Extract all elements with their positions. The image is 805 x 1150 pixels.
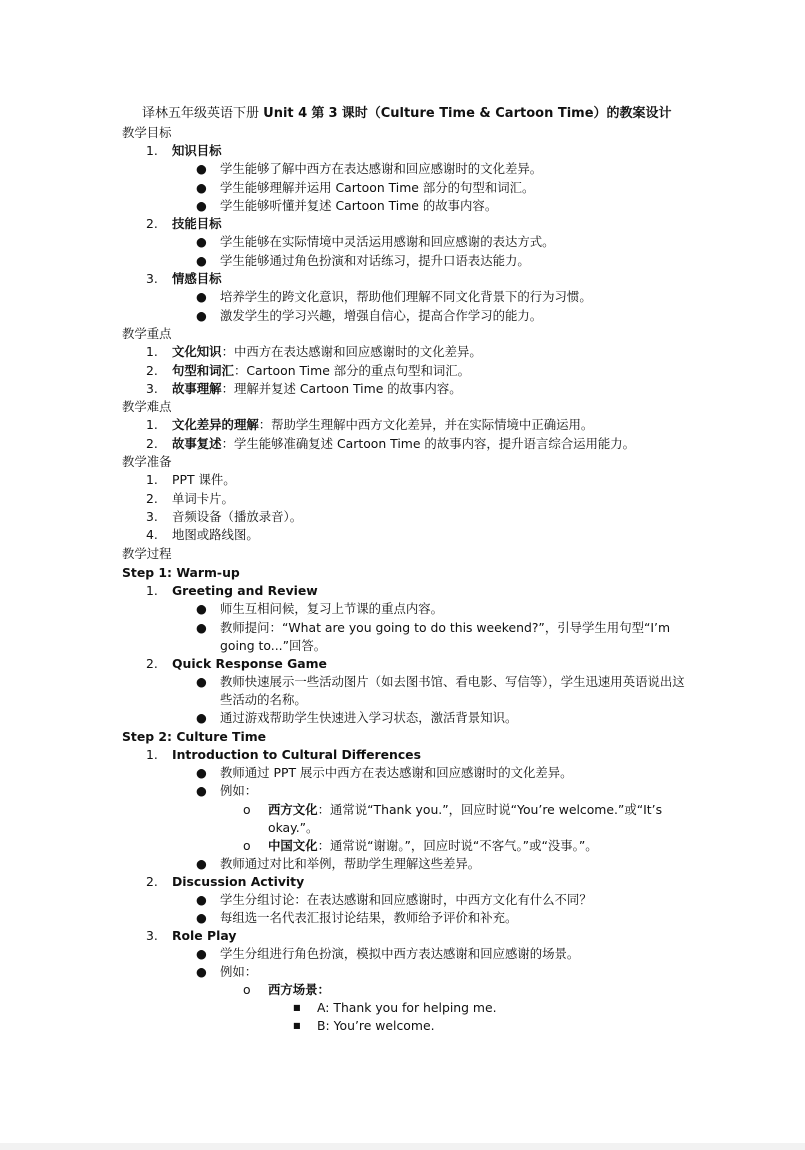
list-item: 教师通过 PPT 展示中西方在表达感谢和回应感谢时的文化差异。 [220, 765, 573, 780]
bullet: ● [196, 946, 207, 961]
list-number: 1. [146, 747, 158, 762]
list-item: 学生能够在实际情境中灵活运用感谢和回应感谢的表达方式。 [220, 234, 555, 249]
list-item: 句型和词汇：Cartoon Time 部分的重点句型和词汇。 [172, 363, 471, 378]
list-number: 1. [146, 472, 158, 487]
bullet: ● [196, 601, 207, 616]
section-heading-procedure: 教学过程 [122, 546, 172, 561]
bullet: ● [196, 620, 207, 635]
list-number: 2. [146, 216, 158, 231]
document-title: 译林五年级英语下册 Unit 4 第 3 课时（Culture Time & Cartoon Time）的教案设计 [142, 106, 672, 121]
activity-title: Introduction to Cultural Differences [172, 747, 421, 762]
step-2-title: Step 2: Culture Time [122, 729, 267, 744]
list-number: 3. [146, 509, 158, 524]
bullet: ● [196, 289, 207, 304]
bullet: ● [196, 253, 207, 268]
list-item: PPT 课件。 [172, 472, 236, 487]
bullet: ● [196, 674, 207, 689]
list-item: 教师提问：“What are you going to do this weekend?”，引导学生用句型“I’m going to...”回答。 [220, 620, 671, 654]
bullet: ● [196, 856, 207, 871]
scene-label: 西方场景： [268, 982, 330, 997]
step-1-title: Step 1: Warm-up [122, 565, 240, 580]
dialogue-line: A: Thank you for helping me. [317, 1000, 497, 1015]
section-heading-key-points: 教学重点 [122, 326, 172, 341]
bullet: ● [196, 964, 207, 979]
list-item: 学生分组讨论：在表达感谢和回应感谢时，中西方文化有什么不同？ [220, 892, 592, 907]
bullet: ● [196, 234, 207, 249]
bullet: ● [196, 198, 207, 213]
circle-bullet: o [243, 982, 251, 997]
section-heading-objectives: 教学目标 [122, 125, 172, 140]
list-item: 教师通过对比和举例，帮助学生理解这些差异。 [220, 856, 481, 871]
list-item: 培养学生的跨文化意识，帮助他们理解不同文化背景下的行为习惯。 [220, 289, 592, 304]
circle-bullet: o [243, 838, 251, 853]
list-item: 例如： [220, 964, 258, 979]
activity-title: Discussion Activity [172, 874, 305, 889]
list-item: 每组选一名代表汇报讨论结果，教师给予评价和补充。 [220, 910, 518, 925]
list-number: 1. [146, 143, 158, 158]
list-item: 激发学生的学习兴趣，增强自信心，提高合作学习的能力。 [220, 308, 543, 323]
objective-skills: 技能目标 [172, 216, 222, 231]
list-item: 中国文化：通常说“谢谢。”，回应时说“不客气。”或“没事。”。 [268, 838, 598, 853]
dialogue-line: B: You’re welcome. [317, 1018, 435, 1033]
list-item: 地图或路线图。 [172, 527, 259, 542]
bullet: ● [196, 910, 207, 925]
list-item: 通过游戏帮助学生快速进入学习状态，激活背景知识。 [220, 710, 518, 725]
bullet: ● [196, 765, 207, 780]
list-number: 3. [146, 271, 158, 286]
list-number: 3. [146, 928, 158, 943]
list-item: 学生能够理解并运用 Cartoon Time 部分的句型和词汇。 [220, 180, 535, 195]
list-item: 教师快速展示一些活动图片（如去图书馆、看电影、写信等），学生迅速用英语说出这些活动的名称。 [220, 674, 685, 708]
list-number: 2. [146, 436, 158, 451]
list-item: 师生互相问候，复习上节课的重点内容。 [220, 601, 444, 616]
bullet: ● [196, 308, 207, 323]
list-item: 音频设备（播放录音）。 [172, 509, 303, 524]
list-number: 2. [146, 491, 158, 506]
list-item: 文化知识：中西方在表达感谢和回应感谢时的文化差异。 [172, 344, 482, 359]
bullet: ● [196, 710, 207, 725]
list-number: 1. [146, 344, 158, 359]
list-item: 单词卡片。 [172, 491, 234, 506]
circle-bullet: o [243, 802, 251, 817]
list-number: 3. [146, 381, 158, 396]
list-item: 学生分组进行角色扮演，模拟中西方表达感谢和回应感谢的场景。 [220, 946, 580, 961]
bullet: ● [196, 180, 207, 195]
bullet: ● [196, 783, 207, 798]
objective-knowledge: 知识目标 [172, 143, 222, 158]
list-number: 2. [146, 363, 158, 378]
section-heading-preparation: 教学准备 [122, 454, 172, 469]
list-item: 学生能够了解中西方在表达感谢和回应感谢时的文化差异。 [220, 161, 543, 176]
list-item: 故事理解：理解并复述 Cartoon Time 的故事内容。 [172, 381, 462, 396]
list-number: 4. [146, 527, 158, 542]
square-bullet: ■ [293, 1003, 301, 1012]
activity-title: Greeting and Review [172, 583, 318, 598]
activity-title: Role Play [172, 928, 237, 943]
bullet: ● [196, 892, 207, 907]
square-bullet: ■ [293, 1021, 301, 1030]
objective-emotion: 情感目标 [172, 271, 222, 286]
list-item: 西方文化：通常说“Thank you.”，回应时说“You’re welcome.”或“It’s okay.”。 [268, 802, 663, 836]
list-number: 2. [146, 874, 158, 889]
list-item: 故事复述：学生能够准确复述 Cartoon Time 的故事内容，提升语言综合运用能力。 [172, 436, 636, 451]
list-item: 学生能够通过角色扮演和对话练习，提升口语表达能力。 [220, 253, 530, 268]
list-number: 1. [146, 417, 158, 432]
section-heading-difficulties: 教学难点 [122, 399, 172, 414]
activity-title: Quick Response Game [172, 656, 327, 671]
list-number: 2. [146, 656, 158, 671]
list-item: 例如： [220, 783, 258, 798]
bullet: ● [196, 161, 207, 176]
list-number: 1. [146, 583, 158, 598]
list-item: 文化差异的理解：帮助学生理解中西方文化差异，并在实际情境中正确运用。 [172, 417, 594, 432]
list-item: 学生能够听懂并复述 Cartoon Time 的故事内容。 [220, 198, 498, 213]
